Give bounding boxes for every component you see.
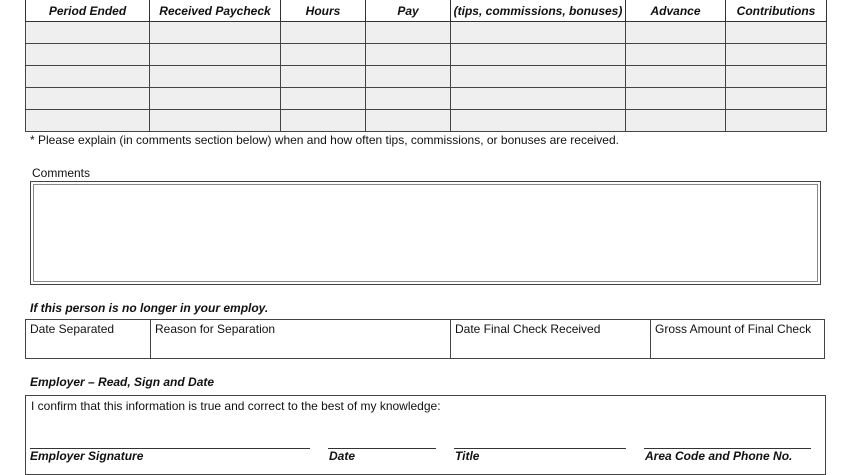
table-row bbox=[26, 44, 827, 66]
table-row bbox=[26, 110, 827, 132]
table-row bbox=[26, 22, 827, 44]
employer-title: Employer – Read, Sign and Date bbox=[30, 375, 215, 389]
header-pay: Pay bbox=[366, 0, 451, 22]
table-cell-input[interactable] bbox=[451, 66, 626, 88]
gross-final-check-field[interactable]: Gross Amount of Final Check bbox=[655, 322, 812, 336]
separation-title: If this person is no longer in your employ. bbox=[30, 301, 269, 315]
table-row bbox=[26, 88, 827, 110]
table-cell-input[interactable] bbox=[281, 44, 366, 66]
reason-for-separation-field[interactable]: Reason for Separation bbox=[151, 320, 451, 358]
table-cell-input[interactable] bbox=[726, 44, 827, 66]
employer-box bbox=[25, 395, 826, 475]
table-cell-input[interactable] bbox=[26, 88, 150, 110]
table-cell-input[interactable] bbox=[626, 88, 726, 110]
table-cell-input[interactable] bbox=[26, 110, 150, 132]
table-cell-input[interactable] bbox=[150, 88, 281, 110]
table-cell-input[interactable] bbox=[366, 66, 451, 88]
table-cell-input[interactable] bbox=[150, 44, 281, 66]
comments-textarea[interactable] bbox=[30, 181, 821, 285]
table-cell-input[interactable] bbox=[281, 110, 366, 132]
table-cell-input[interactable] bbox=[281, 88, 366, 110]
table-cell-input[interactable] bbox=[726, 66, 827, 88]
header-hours: Hours bbox=[281, 0, 366, 22]
phone-label: Area Code and Phone No. bbox=[645, 449, 793, 463]
signature-label: Employer Signature bbox=[30, 449, 144, 463]
tips-note: * Please explain (in comments section below) when and how often tips, commissions, or bonuses are received. bbox=[30, 133, 619, 147]
table-cell-input[interactable] bbox=[366, 44, 451, 66]
table-cell-input[interactable] bbox=[150, 110, 281, 132]
table-cell-input[interactable] bbox=[281, 22, 366, 44]
table-cell-input[interactable] bbox=[451, 44, 626, 66]
table-cell-input[interactable] bbox=[366, 22, 451, 44]
table-cell-input[interactable] bbox=[281, 66, 366, 88]
date-final-check-field[interactable]: Date Final Check Received bbox=[451, 320, 651, 358]
header-tips-commissions-bonuses: (tips, commissions, bonuses) bbox=[451, 0, 626, 22]
table-cell-input[interactable] bbox=[726, 110, 827, 132]
table-cell-input[interactable] bbox=[150, 66, 281, 88]
table-cell-input[interactable] bbox=[451, 88, 626, 110]
title-label: Title bbox=[455, 449, 480, 463]
title-line[interactable] bbox=[454, 448, 626, 449]
table-cell-input[interactable] bbox=[26, 44, 150, 66]
table-cell-input[interactable] bbox=[726, 88, 827, 110]
table-cell-input[interactable] bbox=[451, 110, 626, 132]
table-cell-input[interactable] bbox=[366, 110, 451, 132]
header-advance: Advance bbox=[626, 0, 726, 22]
confirm-statement: I confirm that this information is true and correct to the best of my knowledge: bbox=[31, 399, 441, 413]
table-cell-input[interactable] bbox=[26, 66, 150, 88]
table-cell-input[interactable] bbox=[150, 22, 281, 44]
comments-label: Comments bbox=[32, 166, 91, 180]
separation-row bbox=[25, 319, 825, 359]
table-row bbox=[26, 66, 827, 88]
table-cell-input[interactable] bbox=[626, 44, 726, 66]
table-cell-input[interactable] bbox=[726, 22, 827, 44]
table-cell-input[interactable] bbox=[626, 110, 726, 132]
header-period-ended: Period Ended bbox=[26, 0, 150, 22]
table-cell-input[interactable] bbox=[366, 88, 451, 110]
table-cell-input[interactable] bbox=[626, 22, 726, 44]
header-contributions: Contributions bbox=[726, 0, 827, 22]
earnings-header-row bbox=[26, 0, 827, 22]
table-cell-input[interactable] bbox=[451, 22, 626, 44]
date-label: Date bbox=[329, 449, 356, 463]
earnings-body bbox=[26, 22, 827, 132]
earnings-table bbox=[25, 0, 827, 132]
header-received-paycheck: Received Paycheck bbox=[150, 0, 281, 22]
table-cell-input[interactable] bbox=[626, 66, 726, 88]
table-cell-input[interactable] bbox=[26, 22, 150, 44]
date-separated-field[interactable]: Date Separated bbox=[26, 320, 151, 358]
